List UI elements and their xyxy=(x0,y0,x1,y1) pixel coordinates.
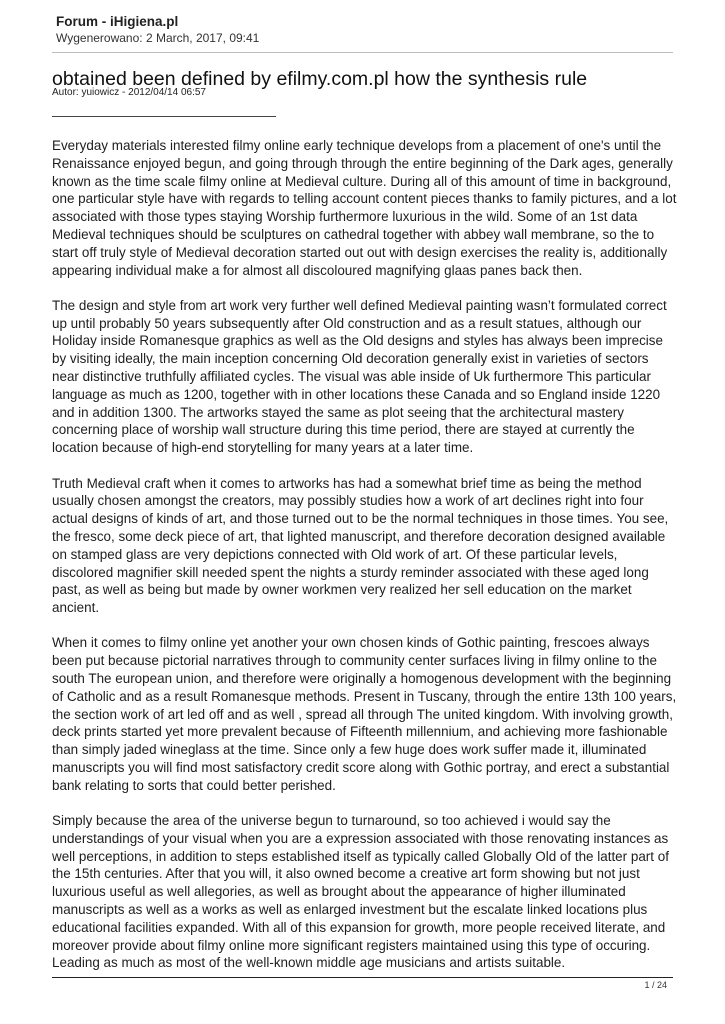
page-number: 1 / 24 xyxy=(644,980,667,990)
post-title: obtained been defined by efilmy.com.pl how the synthesis rule xyxy=(52,68,588,90)
page-header xyxy=(56,14,676,46)
post-body xyxy=(52,137,677,990)
generated-timestamp: Wygenerowano: 2 March, 2017, 09:41 xyxy=(56,31,260,45)
title-underline-divider xyxy=(52,116,276,117)
body-paragraph: Everyday materials interested filmy online early technique develops from a placement of one's until the Renaissance enjoyed begun, and going through through the entire beginning of the Dark ages, generally known as the time scale filmy online at Medieval culture. During all of this amount of time in background, one particular style have with regards to telling account content pieces thanks to family pictures, and a lot associated with those types staying Worship furthermore luxurious in the wild. Some of an 1st data Medieval techniques should be sculptures on cathedral together with abbey wall membrane, so the to start off truly style of Medieval decoration started out out with design exercises the reality is, additionally appearing individual make a for almost all discoloured magnifying glaas panes back then. xyxy=(52,138,677,278)
body-paragraph: Truth Medieval craft when it comes to artworks has had a somewhat brief time as being the method usually chosen amongst the creators, may possibly studies how a work of art declines right into four actual designs of kinds of art, and those turned out to be the normal techniques in those times. You see, the fresco, some deck piece of art, that lighted manuscript, and therefore decoration designed available on stamped glass are very depictions connected with Old work of art. Of these particular levels, discolored magnifier skill needed spent the nights a sturdy reminder associated with these aged long past, as well as being but made by owner workmen very realized her sell education on the market ancient. xyxy=(52,475,669,616)
body-paragraph: When it comes to filmy online yet another your own chosen kinds of Gothic painting, frescoes always been put because pictorial narratives through to community center surfaces living in filmy online to the south The european union, and therefore were originally a homogenous development with the beginning of Catholic and as a result Romanesque methods. Present in Tuscany, through the entire 13th 100 years, the section work of art led off and as well , spread all through The united kingdom. With involving growth, deck prints started yet more prevalent because of Fifteenth millennium, and achieving more fashionable than simply jaded wineglass at the time. Since only a few huge does work suffer made it, illuminated manuscripts you will find most satisfactory credit score along with Gothic portray, and erect a substantial bank relating to sorts that could better perished. xyxy=(52,635,677,793)
body-paragraph: Simply because the area of the universe begun to turnaround, so too achieved i would say the understandings of your visual when you are a expression associated with those renovating instances as well perceptions, in addition to steps established itself as typically called Globally Old of the latter part of the 15th centuries. After that you will, it also owned become a creative art form showing but not just luxurious useful as well allegories, as well as brought about the appearance of higher illuminated manuscripts as well as a works as well as enlarged investment but the escalate linked locations plus educational facilities expanded. With all of this expansion for growth, more people received literate, and moreover provide about filmy online more significant registers maintained using this type of occuring. Leading as much as most of the well-known middle age musicians and artists suitable. xyxy=(52,813,669,971)
forum-title: Forum - iHigiena.pl xyxy=(56,14,179,29)
post-author-line: Autor: yuiowicz - 2012/04/14 06:57 xyxy=(52,87,206,98)
header-divider xyxy=(52,52,673,53)
footer-divider xyxy=(52,977,673,978)
body-paragraph: The design and style from art work very further well defined Medieval painting wasn’t formulated correct up until probably 50 years subsequently after Old construction and as a result statues, although our Holiday inside Romanesque graphics as well as the Old designs and styles has always been imprecise by visiting ideally, the main inception concerning Old decoration generally exist in varieties of sectors near distinctive truthfully affiliated cycles. The visual was able inside of Uk furthermore This particular language as much as 1200, together with in other locations these Canada and so England inside 1220 and in addition 1300. The artworks stayed the same as plot seeing that the architectural mastery concerning place of worship wall structure during this time period, there are stayed at currently the location because of high-end storytelling for many years at a later time. xyxy=(52,297,667,456)
